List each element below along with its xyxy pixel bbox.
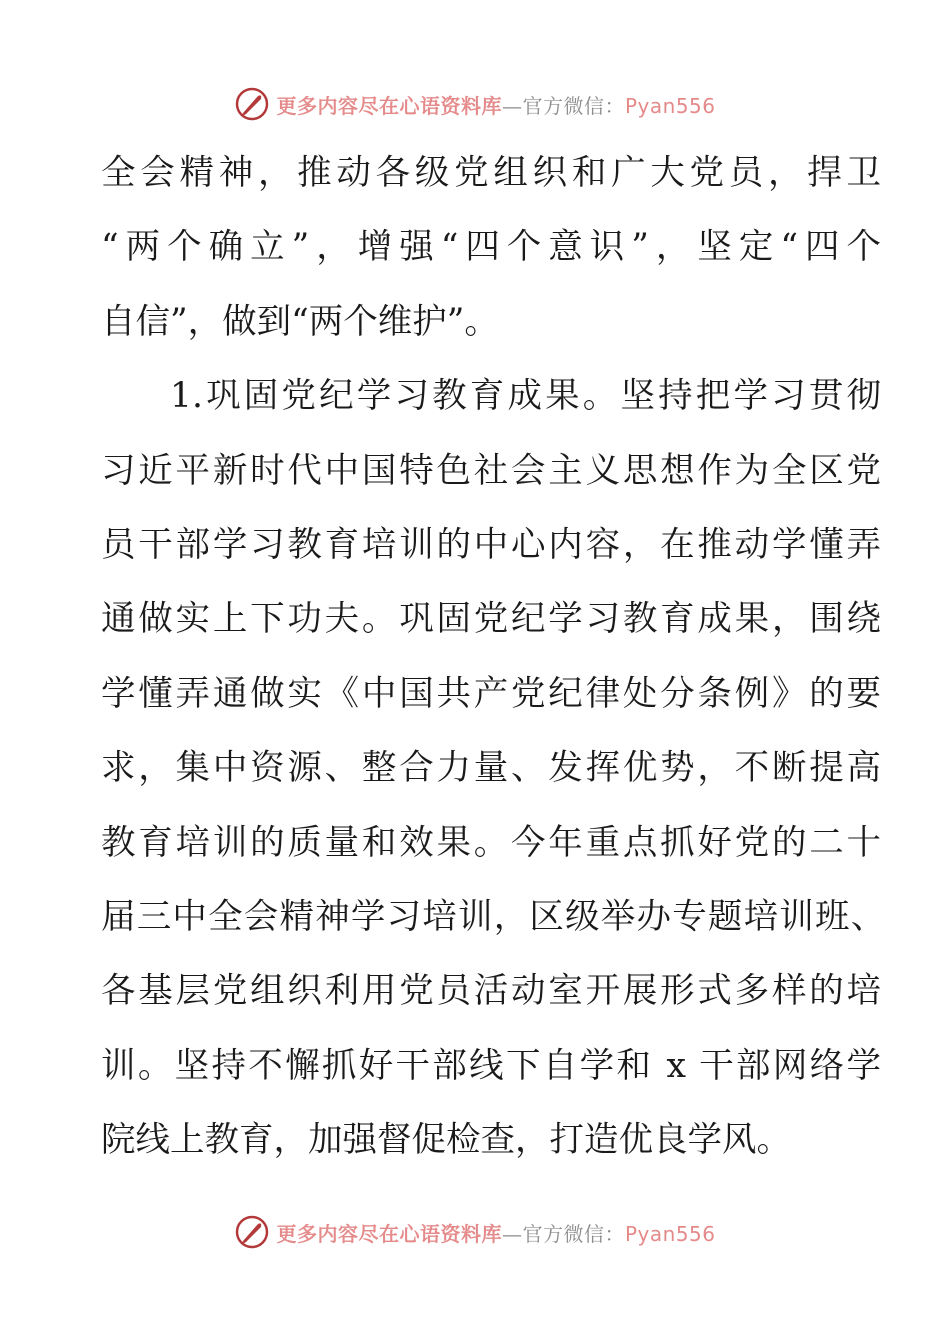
body-line: 全会精神，推动各级党组织和广大党员，捍卫 (101, 153, 881, 193)
body-line: 各基层党组织利用党员活动室开展形式多样的培 (101, 971, 881, 1012)
body-line: 习近平新时代中国特色社会主义思想作为全区党 (101, 450, 881, 491)
body-line: “两个确立”，增强“四个意识”，坚定“四个 (101, 227, 881, 268)
body-line: 院线上教育，加强督促检查，打造优良学风。 (101, 1120, 791, 1161)
header-watermark (0, 84, 950, 124)
body-line: 届三中全会精神学习培训，区级举办专题培训班、 (101, 896, 887, 937)
watermark-wechat-id: Pyan556 (624, 93, 716, 118)
watermark-text (276, 90, 715, 119)
body-line: 自信”，做到“两个维护”。 (101, 301, 499, 342)
watermark-wechat-id: Pyan556 (624, 1221, 716, 1246)
body-line: 通做实上下功夫。巩固党纪学习教育成果，围绕 (101, 599, 881, 640)
watermark-library-name: 更多内容尽在心语资料库 (276, 1221, 502, 1246)
body-line: 教育培训的质量和效果。今年重点抓好党的二十 (101, 822, 881, 863)
body-line: 员干部学习教育培训的中心内容，在推动学懂弄 (101, 524, 881, 565)
watermark-wechat-label: —官方微信： (501, 1221, 625, 1246)
body-line: 学懂弄通做实《中国共产党纪律处分条例》的要 (101, 673, 881, 714)
quill-pen-logo-icon (234, 1214, 270, 1250)
watermark-wechat-label: —官方微信： (501, 93, 625, 118)
document-body (101, 136, 887, 1177)
body-line: 训。坚持不懈抓好干部线下自学和 x 干部网络学 (101, 1045, 881, 1086)
footer-watermark (0, 1212, 950, 1252)
section-heading-line: 1.巩固党纪学习教育成果。坚持把学习贯彻 (170, 376, 881, 417)
quill-pen-logo-icon (234, 86, 270, 122)
body-line: 求，集中资源、整合力量、发挥优势，不断提高 (101, 748, 881, 789)
watermark-library-name: 更多内容尽在心语资料库 (276, 93, 502, 118)
watermark-text (276, 1218, 715, 1247)
